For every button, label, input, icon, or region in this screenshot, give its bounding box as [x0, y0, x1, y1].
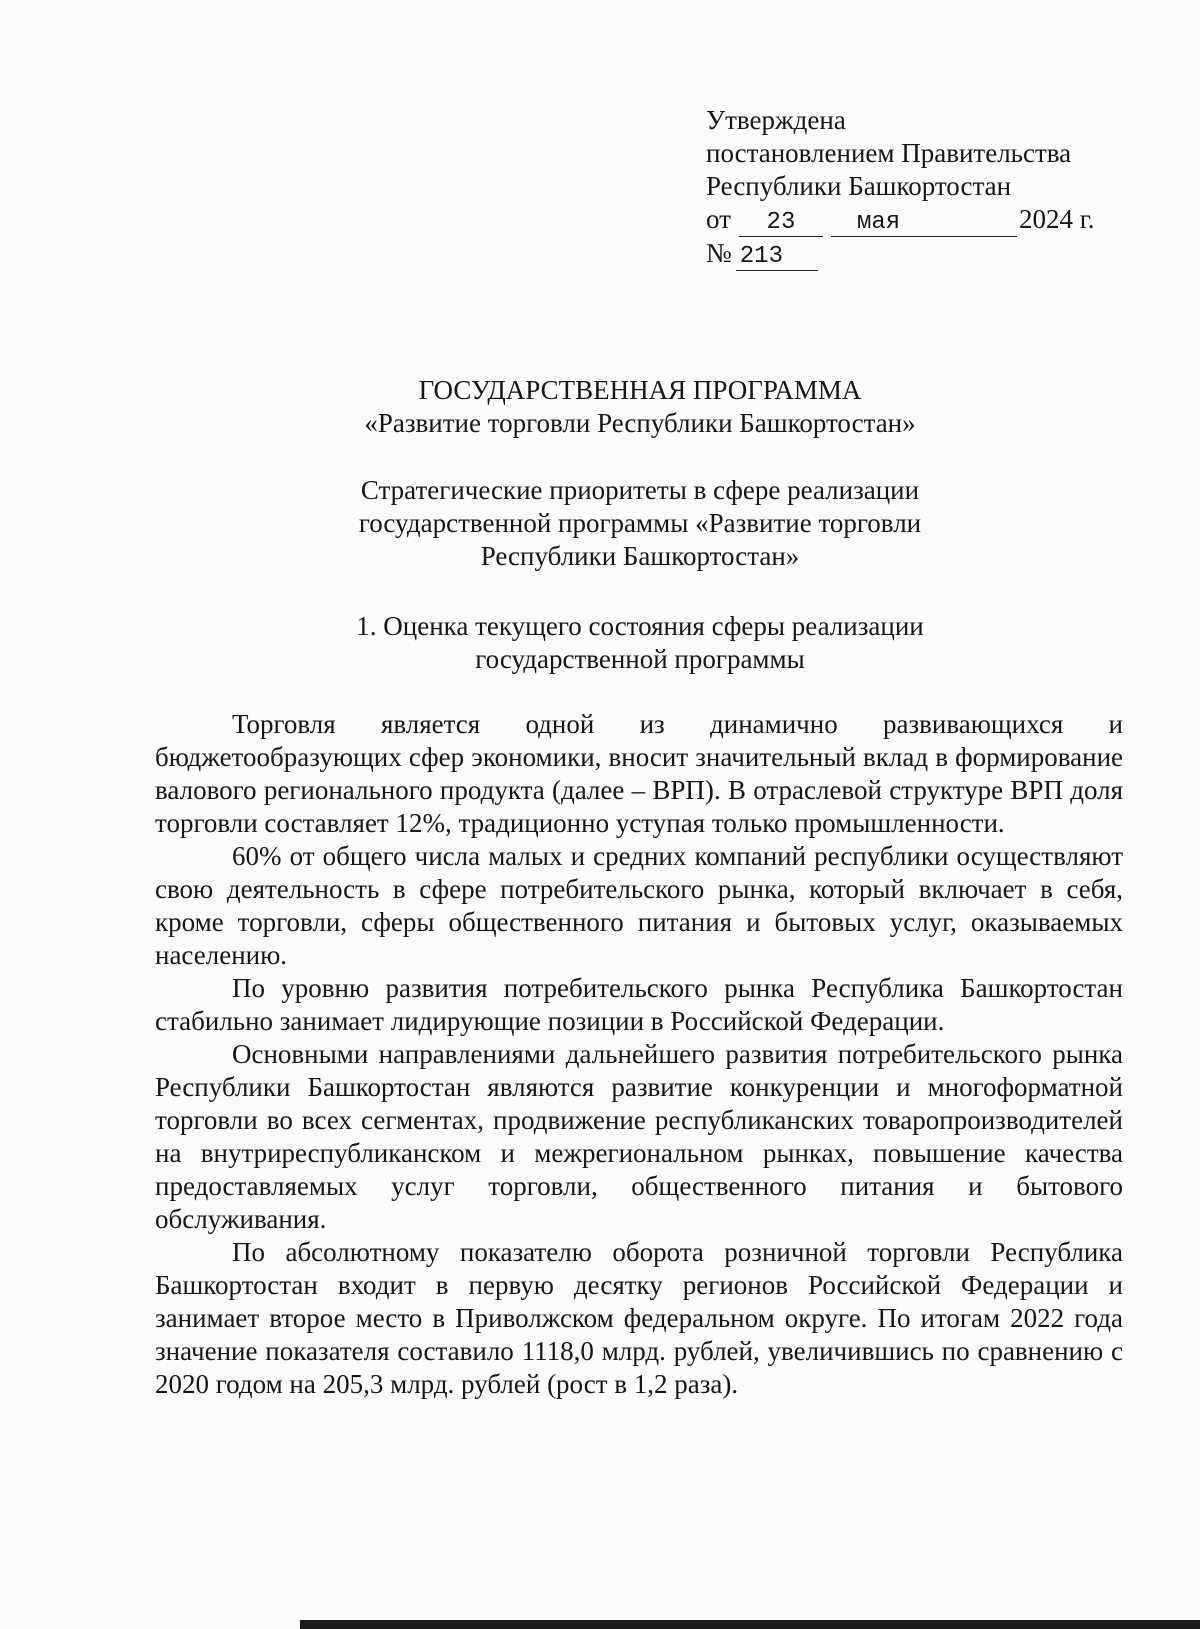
priorities-heading	[155, 474, 1125, 573]
approval-date-line	[706, 203, 1126, 237]
scan-edge-bar	[300, 1620, 1200, 1629]
program-name: «Развитие торговли Республики Башкортостан»	[364, 408, 916, 438]
number-field: 213	[736, 244, 818, 271]
program-title: ГОСУДАРСТВЕННАЯ ПРОГРАММА	[418, 375, 862, 405]
date-month-field: мая	[831, 210, 1017, 237]
date-year: 2024 г.	[1018, 204, 1095, 234]
section-1-line-1: 1. Оценка текущего состояния сферы реализации	[356, 611, 924, 641]
program-heading	[155, 374, 1125, 440]
paragraph: По абсолютному показателю оборота розничной торговли Республика Башкортостан входит в первую десятку регионов Российской Федерации и занимает второе место в Приволжском федеральном округе. По итогам 2022 года значение показателя составило 1118,0 млрд. рублей, увеличившись по сравнению с 2020 годом на 205,3 млрд. рублей (рост в 1,2 раза).	[155, 1237, 1123, 1399]
approval-number-line	[706, 237, 1126, 271]
number-prefix: №	[706, 238, 732, 268]
section-1-line-2: государственной программы	[475, 644, 805, 674]
approval-line-2: постановлением Правительства	[706, 138, 1072, 168]
date-day-field: 23	[739, 210, 823, 237]
body-text	[155, 708, 1123, 1401]
section-1-heading	[155, 610, 1125, 676]
paragraph: Торговля является одной из динамично развивающихся и бюджетообразующих сфер экономики, вносит значительный вклад в формирование валового регионального продукта (далее – ВРП). В отраслевой структуре ВРП доля торговли составляет 12%, традиционно уступая только промышленности.	[155, 709, 1123, 838]
approval-line-3: Республики Башкортостан	[706, 171, 1012, 201]
paragraph: Основными направлениями дальнейшего развития потребительского рынка Республики Башкортостан являются развитие конкуренции и многоформатной торговли во всех сегментах, продвижение республиканских товаропроизводителей на внутриреспубликанском и межрегиональном рынках, повышение качества предоставляемых услуг торговли, общественного питания и бытового обслуживания.	[155, 1039, 1123, 1234]
priorities-line-2: государственной программы «Развитие торговли	[358, 508, 922, 538]
priorities-line-3: Республики Башкортостан»	[480, 541, 800, 571]
paragraph: 60% от общего числа малых и средних компаний республики осуществляют свою деятельность в сфере потребительского рынка, который включает в себя, кроме торговли, сферы общественного питания и бытовых услуг, оказываемых населению.	[155, 841, 1123, 970]
paragraph: По уровню развития потребительского рынка Республика Башкортостан стабильно занимает лидирующие позиции в Российской Федерации.	[155, 973, 1123, 1036]
approval-line-1: Утверждена	[706, 105, 846, 135]
date-prefix: от	[706, 204, 731, 234]
approval-stamp-block	[706, 104, 1126, 271]
priorities-line-1: Стратегические приоритеты в сфере реализации	[360, 475, 920, 505]
